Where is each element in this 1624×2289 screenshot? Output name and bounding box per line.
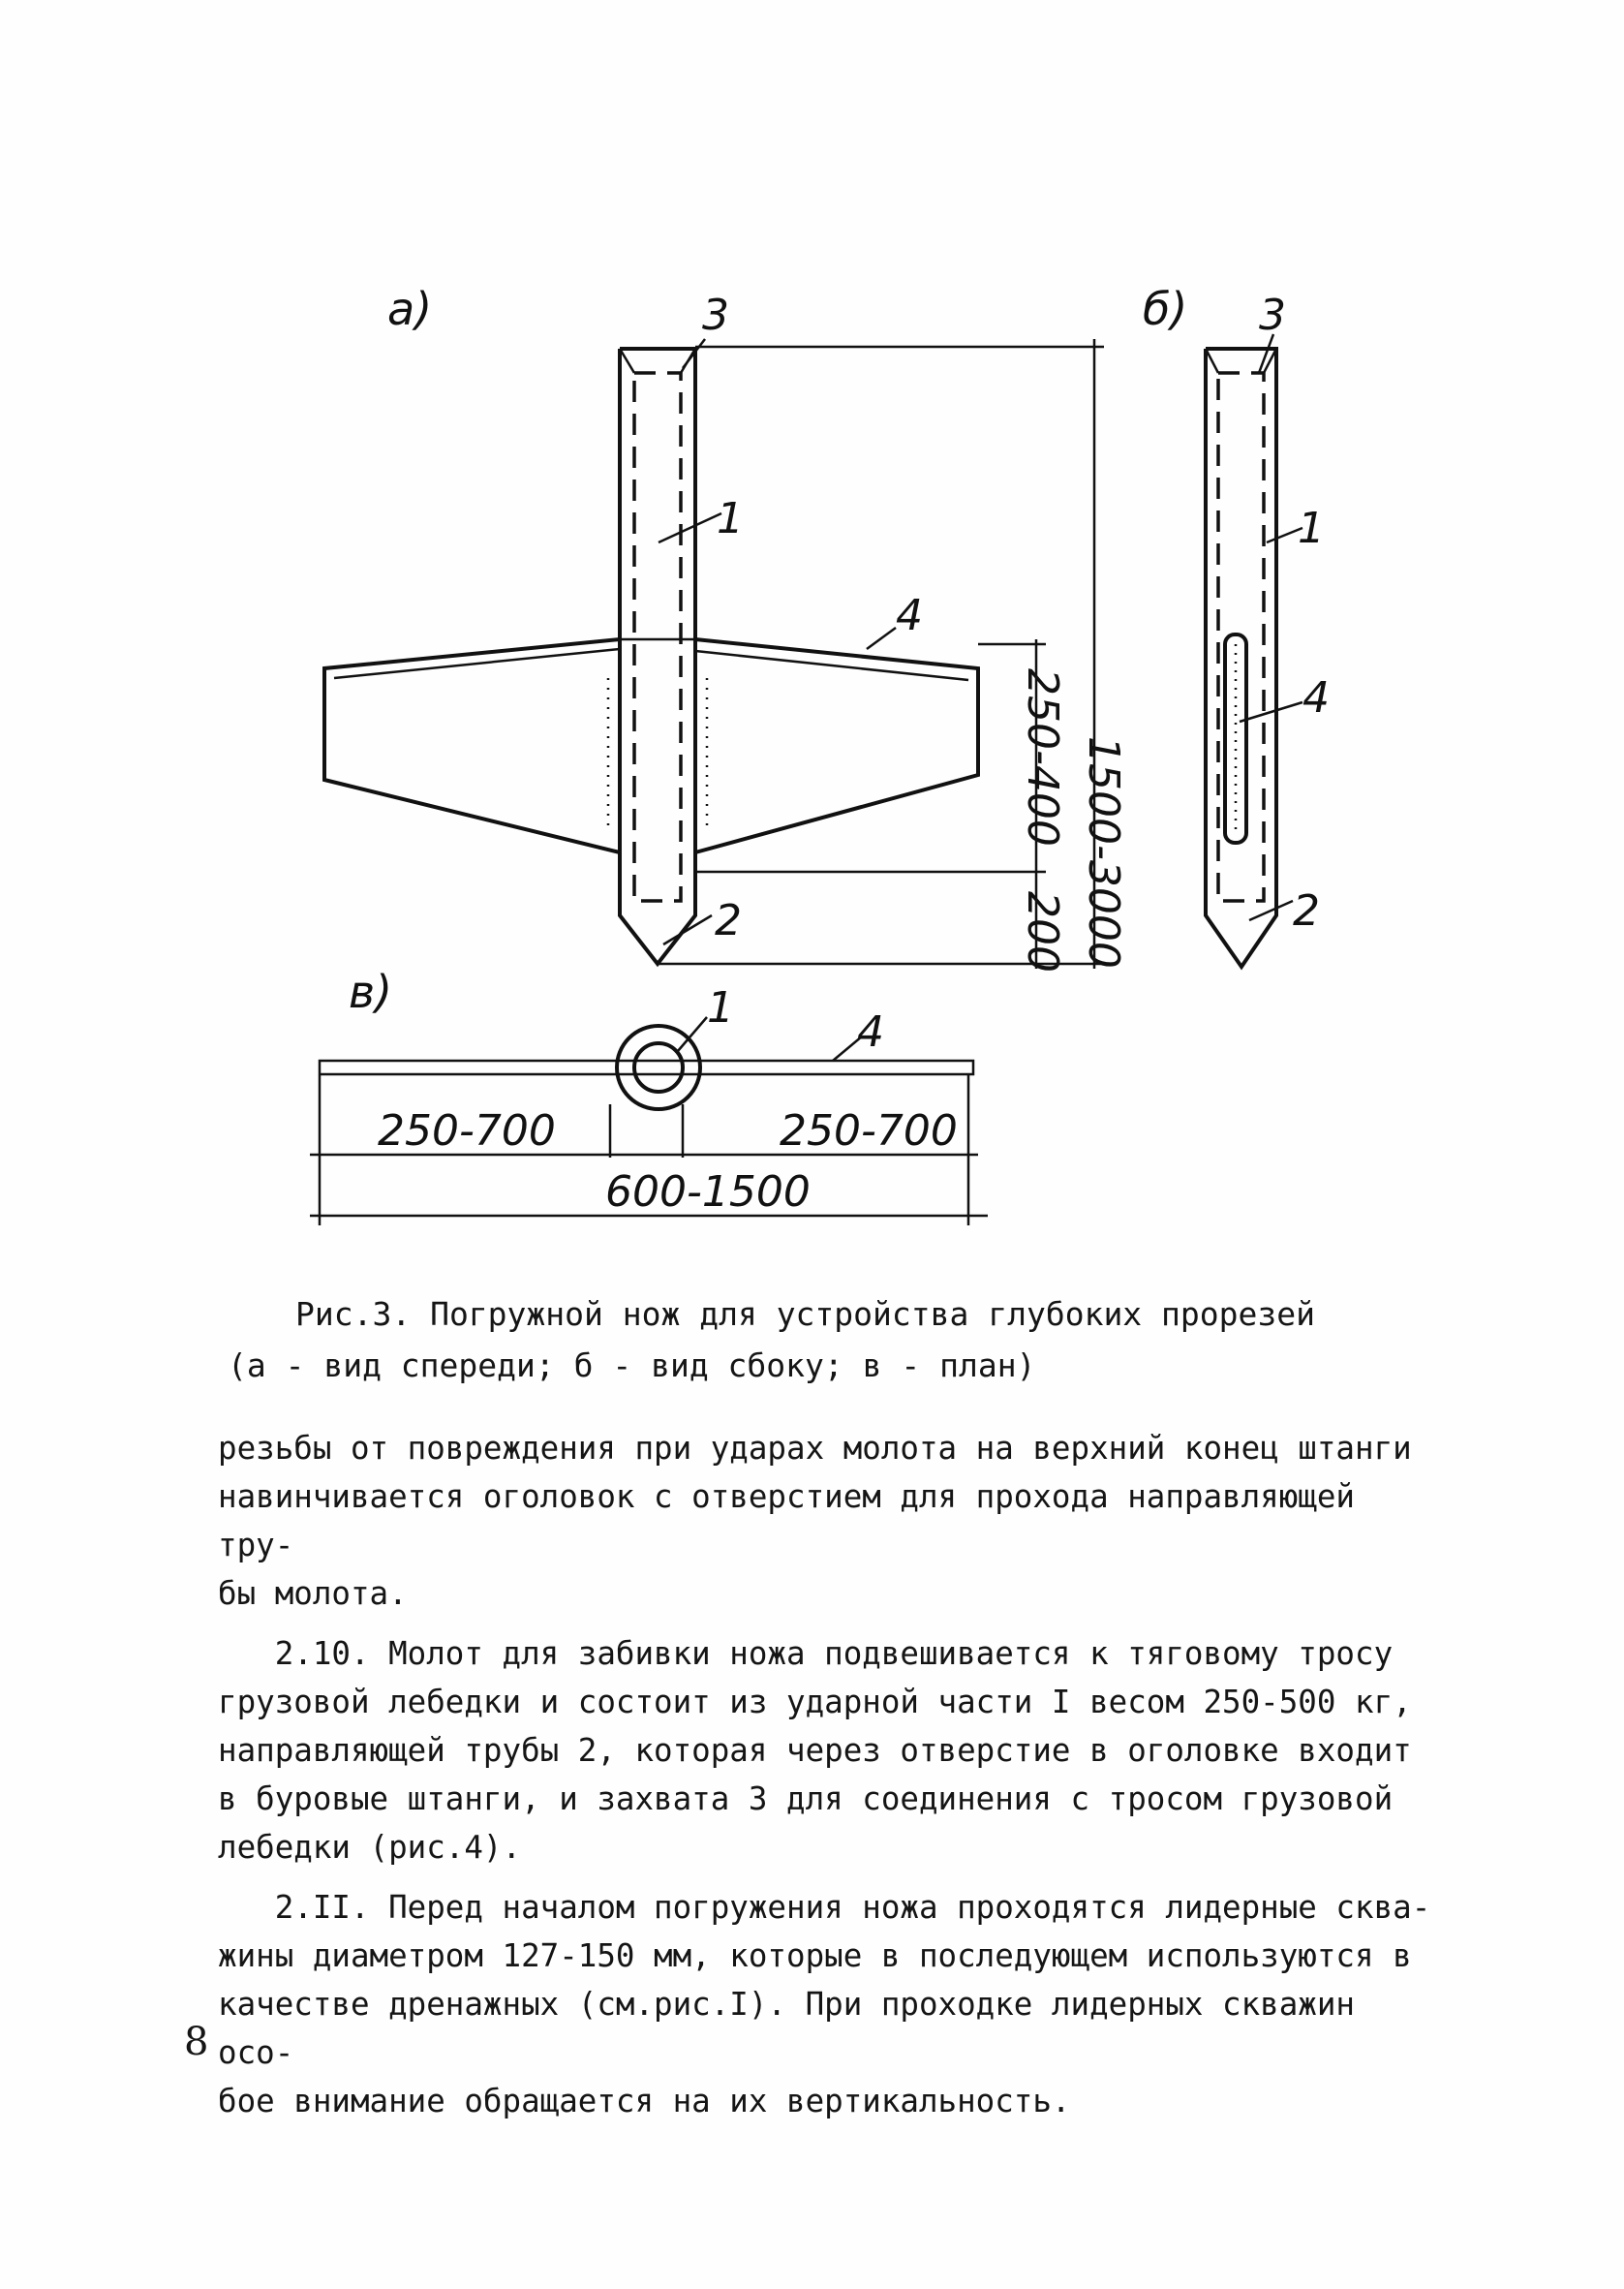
paragraph-2-line-3: направляющей трубы 2, которая через отверстие в оголовке входит <box>218 1732 1412 1769</box>
label-2-side: 2 <box>1293 886 1320 936</box>
dim-wing-left: 250-700 <box>378 1106 556 1156</box>
paragraph-1-line-3: бы молота. <box>218 1575 408 1612</box>
label-4-plan: 4 <box>857 1007 884 1057</box>
label-4-side: 4 <box>1302 673 1330 723</box>
page-number: 8 <box>184 2020 209 2064</box>
front-leaders <box>659 291 923 945</box>
label-3-front: 3 <box>702 291 729 340</box>
label-1-front: 1 <box>717 494 744 543</box>
paragraph-3-line-2: жины диаметром 127-150 мм, которые в последующем используются в <box>218 1937 1412 1974</box>
label-2-front: 2 <box>715 896 742 945</box>
caption-line-1: Рис.3. Погружной нож для устройства глубоких прорезей <box>295 1295 1315 1333</box>
paragraph-3-line-4: бое внимание обращается на их вертикальность. <box>218 2083 1071 2119</box>
dim-height-total: 1500-3000 <box>1079 736 1128 969</box>
front-dimensions <box>658 339 1128 973</box>
side-rod <box>1206 349 1276 967</box>
view-a-label: a) <box>387 283 433 335</box>
dim-blade-height: 250-400 <box>1018 668 1067 847</box>
figure-caption <box>228 1288 1438 1391</box>
paragraph-3-line-1: 2.II. Перед началом погружения ножа проходятся лидерные сква- <box>218 1889 1431 1926</box>
paragraph-1-line-1: резьбы от повреждения при ударах молота на верхний конец штанги <box>218 1430 1412 1467</box>
paragraph-2-line-1: 2.10. Молот для забивки ножа подвешивается к тяговому тросу <box>218 1635 1394 1672</box>
paragraph-2-line-2: грузовой лебедки и состоит из ударной части I весом 250-500 кг, <box>218 1684 1412 1720</box>
dim-tip: 200 <box>1018 891 1067 973</box>
paragraph-2-line-4: в буровые штанги, и захвата 3 для соединения с тросом грузовой <box>218 1780 1394 1817</box>
label-1-side: 1 <box>1298 504 1325 553</box>
plan-view <box>310 983 988 1225</box>
paragraph-1-line-2: навинчивается оголовок с отверстием для прохода направляющей тру- <box>218 1478 1374 1563</box>
label-1-plan: 1 <box>707 983 734 1033</box>
paragraph-2-line-5: лебедки (рис.4). <box>218 1829 522 1866</box>
caption-line-2: (а - вид спереди; б - вид сбоку; в - план) <box>228 1346 1036 1384</box>
dim-wing-right: 250-700 <box>780 1106 958 1156</box>
front-wings <box>324 639 978 852</box>
view-b-label: б) <box>1143 283 1188 335</box>
paragraph-3-line-3: качестве дренажных (см.рис.I). При проходке лидерных скважин осо- <box>218 1986 1374 2071</box>
dim-width-total: 600-1500 <box>605 1167 811 1217</box>
side-leaders <box>1240 291 1330 936</box>
label-4-front: 4 <box>896 591 923 640</box>
body-text <box>218 1424 1448 2125</box>
front-rod <box>620 349 695 964</box>
view-v-label: в) <box>349 966 393 1018</box>
label-3-side: 3 <box>1259 291 1286 340</box>
